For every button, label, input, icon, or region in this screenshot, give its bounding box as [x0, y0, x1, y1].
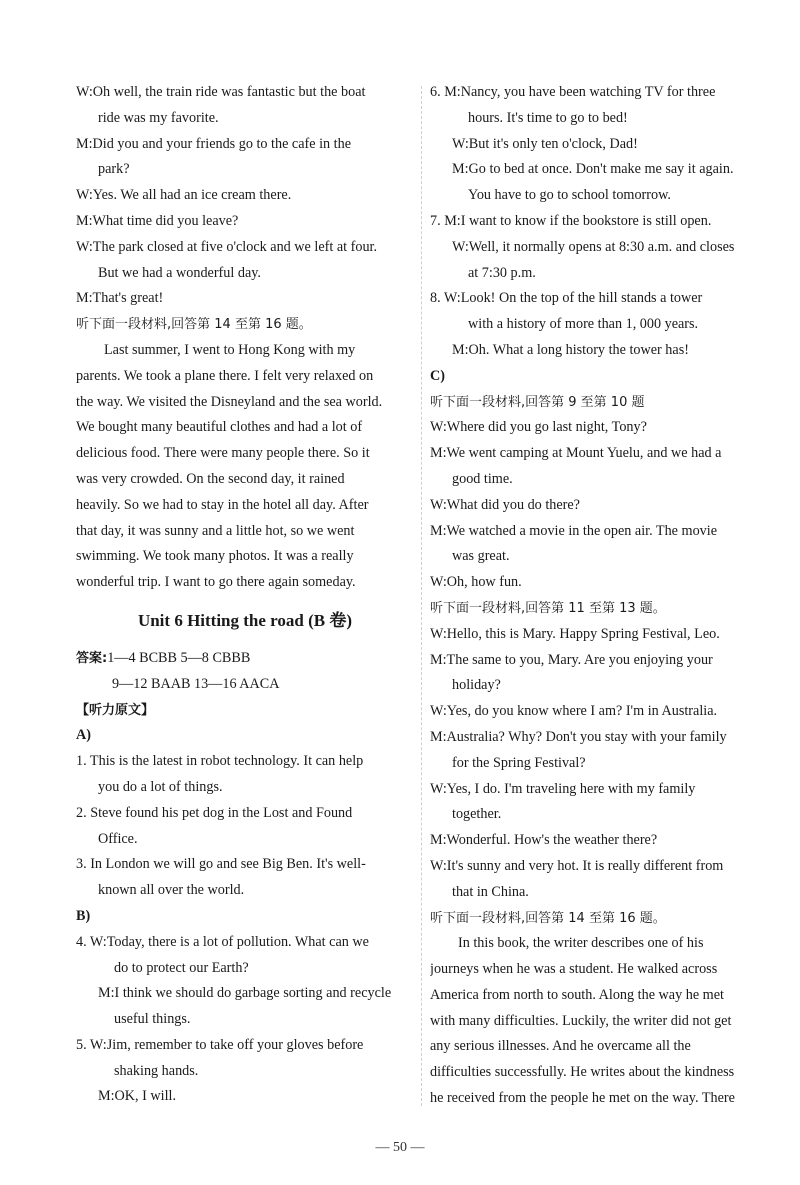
item-line: do to protect our Earth? — [114, 959, 249, 976]
item-line: 4. W:Today, there is a lot of pollution. What can we — [76, 933, 369, 950]
item-line: Office. — [98, 830, 138, 847]
item-line: W:But it's only ten o'clock, Dad! — [452, 135, 638, 152]
dialogue-line: M:Australia? Why? Don't you stay with your family — [430, 728, 727, 745]
passage-line: wonderful trip. I want to go there again someday. — [76, 574, 356, 591]
passage-line: he received from the people he met on the way. There — [430, 1090, 735, 1107]
dialogue-line: W:Hello, this is Mary. Happy Spring Festival, Leo. — [430, 625, 720, 642]
dialogue-line: M:Wonderful. How's the weather there? — [430, 832, 658, 849]
dialogue-line: holiday? — [452, 677, 501, 694]
dialogue-line: W:Yes. We all had an ice cream there. — [76, 187, 292, 204]
item-line: shaking hands. — [114, 1062, 199, 1079]
item-line: 8. W:Look! On the top of the hill stands a tower — [430, 290, 703, 307]
item-line: 5. W:Jim, remember to take off your gloves before — [76, 1036, 364, 1053]
dialogue-line: for the Spring Festival? — [452, 754, 586, 771]
right-column — [430, 80, 770, 1112]
section-b-label: B) — [76, 907, 91, 924]
instruction-9-10: 听下面一段材料,回答第 9 至第 10 题 — [430, 394, 645, 410]
dialogue-line: M:We went camping at Mount Yuelu, and we had a — [430, 445, 722, 462]
passage-line: any serious illnesses. And he overcame all the — [430, 1038, 691, 1055]
section-c-label: C) — [430, 367, 445, 384]
dialogue-line: W:The park closed at five o'clock and we left at four. — [76, 238, 378, 255]
answers-label: 答案: — [76, 650, 108, 666]
item-line: You have to go to school tomorrow. — [468, 187, 671, 204]
item-line: 1. This is the latest in robot technology. It can help — [76, 753, 364, 770]
section-a-label: A) — [76, 727, 91, 744]
dialogue-line: that in China. — [452, 883, 529, 900]
transcript-label: 【听力原文】 — [76, 702, 155, 718]
dialogue-line: W:Oh, how fun. — [430, 574, 522, 591]
dialogue-line: W:Yes, I do. I'm traveling here with my family — [430, 780, 696, 797]
dialogue-line: M:What time did you leave? — [76, 212, 239, 229]
item-line: you do a lot of things. — [98, 778, 223, 795]
item-line: 7. M:I want to know if the bookstore is still open. — [430, 212, 712, 229]
passage-line: with many difficulties. Luckily, the writer did not get — [430, 1012, 732, 1029]
dialogue-line: W:Oh well, the train ride was fantastic but the boat — [76, 84, 366, 100]
dialogue-line: was great. — [452, 548, 510, 565]
item-line: hours. It's time to go to bed! — [468, 109, 628, 126]
dialogue-line: together. — [452, 806, 502, 823]
passage-line: heavily. So we had to stay in the hotel all day. After — [76, 496, 369, 513]
passage-line: parents. We took a plane there. I felt very relaxed on — [76, 367, 374, 384]
unit-title: Unit 6 Hitting the road (B 卷) — [137, 610, 353, 630]
item-line: with a history of more than 1, 000 years. — [468, 316, 699, 333]
passage-line: that day, it was sunny and a little hot, so we went — [76, 522, 355, 539]
item-line: M:I think we should do garbage sorting and recycle — [98, 985, 392, 1002]
left-column — [76, 80, 414, 1110]
item-line: at 7:30 p.m. — [468, 264, 536, 281]
dialogue-line: M:We watched a movie in the open air. The movie — [430, 522, 717, 539]
instruction-11-13: 听下面一段材料,回答第 11 至第 13 题。 — [430, 600, 666, 616]
item-line: 6. M:Nancy, you have been watching TV for three — [430, 84, 716, 100]
item-line: M:Go to bed at once. Don't make me say it again. — [452, 161, 734, 178]
page-number: — 50 — — [375, 1140, 425, 1155]
dialogue-line: good time. — [452, 470, 513, 487]
instruction-14-16: 听下面一段材料,回答第 14 至第 16 题。 — [76, 317, 312, 333]
item-line: 3. In London we will go and see Big Ben. It's well- — [76, 856, 366, 873]
passage-line: was very crowded. On the second day, it rained — [76, 470, 345, 487]
passage-line: difficulties successfully. He writes about the kindness — [430, 1064, 735, 1081]
instruction-14-16: 听下面一段材料,回答第 14 至第 16 题。 — [430, 910, 666, 926]
dialogue-line: M:The same to you, Mary. Are you enjoying your — [430, 651, 713, 668]
passage-line: delicious food. There were many people there. So it — [76, 445, 370, 462]
passage-line: In this book, the writer describes one of his — [458, 935, 704, 952]
passage-line: the way. We visited the Disneyland and the sea world. — [76, 393, 383, 410]
dialogue-line: W:Where did you go last night, Tony? — [430, 419, 647, 436]
answers-row-1 — [76, 646, 414, 672]
passage-line: We bought many beautiful clothes and had a lot of — [76, 419, 363, 436]
dialogue-line: park? — [98, 161, 130, 178]
item-line: known all over the world. — [98, 882, 245, 899]
column-divider — [421, 86, 422, 1106]
dialogue-line: W:It's sunny and very hot. It is really different from — [430, 857, 724, 874]
dialogue-line: ride was my favorite. — [98, 109, 219, 126]
dialogue-line: But we had a wonderful day. — [98, 264, 261, 281]
passage-line: Last summer, I went to Hong Kong with my — [104, 341, 356, 358]
answers-values-1: 1—4 BCBB 5—8 CBBB — [107, 649, 251, 666]
item-line: M:Oh. What a long history the tower has! — [452, 341, 689, 358]
item-line: M:OK, I will. — [98, 1088, 177, 1105]
item-line: W:Well, it normally opens at 8:30 a.m. and closes — [452, 238, 735, 255]
answers-row-2: 9—12 BAAB 13—16 AACA — [112, 675, 280, 692]
dialogue-line: W:Yes, do you know where I am? I'm in Australia. — [430, 703, 718, 720]
dialogue-line: M:That's great! — [76, 290, 164, 307]
dialogue-line: M:Did you and your friends go to the cafe in the — [76, 135, 352, 152]
item-line: 2. Steve found his pet dog in the Lost and Found — [76, 804, 353, 821]
passage-line: swimming. We took many photos. It was a really — [76, 548, 354, 565]
passage-line: America from north to south. Along the way he met — [430, 986, 724, 1003]
dialogue-line: W:What did you do there? — [430, 496, 580, 513]
item-line: useful things. — [114, 1011, 191, 1028]
passage-line: journeys when he was a student. He walked across — [430, 961, 718, 978]
